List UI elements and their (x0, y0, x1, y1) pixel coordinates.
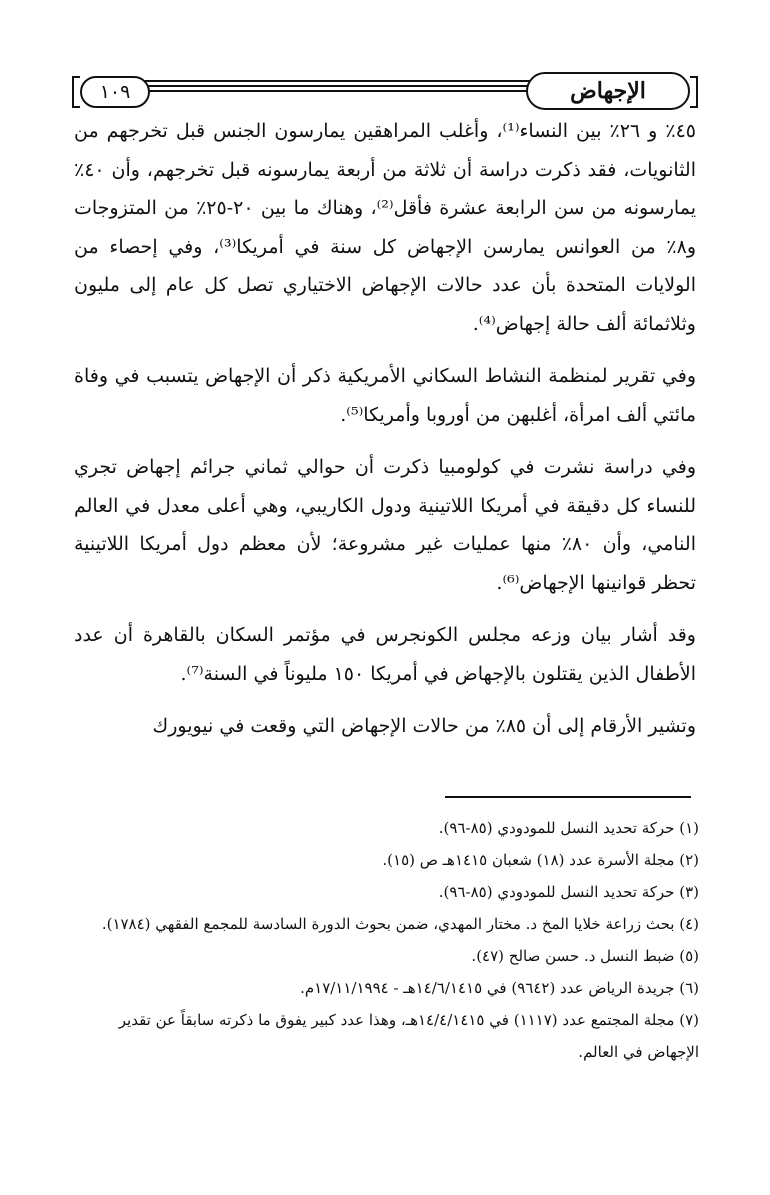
footnote: (٦) جريدة الرياض عدد (٩٦٤٢) في ١٤/٦/١٤١٥هـ - ١٧/١١/١٩٩٤م. (300, 979, 699, 997)
footnote: (٧) مجلة المجتمع عدد (١١١٧) في ١٤/٤/١٤١٥هـ، وهذا عدد كبير يفوق ما ذكرته سابقاً عن تقدير الإجهاض في العالم. (118, 1011, 699, 1061)
header-rule-middle (144, 85, 540, 87)
footnotes (74, 812, 699, 1068)
page-number: ١٠٩ (99, 81, 131, 103)
paragraph: ٤٥٪ و ٢٦٪ بين النساء⁽¹⁾، وأغلب المراهقين يمارسون الجنس قبل تخرجهم من الثانويات، فقد ذكرت دراسة أن ثلاثة من أربعة يمارسونه قبل تخرجهم، وأن ٤٠٪ يمارسونه من سن الرابعة عشرة فأقل⁽²⁾، وهناك ما بين ٢٠-٢٥٪ من المتزوجات و٨٪ من العوانس يمارسن الإجهاض كل سنة في أمريكا⁽³⁾، وفي إحصاء من الولايات المتحدة بأن عدد حالات الإجهاض الاختياري تصل كل عام إلى مليون وثلاثمائة ألف حالة إجهاض⁽⁴⁾. (74, 120, 696, 335)
header-rule-top (144, 80, 540, 82)
header-bracket-right (690, 76, 698, 108)
header-bracket-left (72, 76, 80, 108)
paragraph: وتشير الأرقام إلى أن ٨٥٪ من حالات الإجهاض التي وقعت في نيويورك (152, 715, 696, 737)
footnote: (٣) حركة تحديد النسل للمودودي (٨٥-٩٦). (438, 883, 699, 901)
paragraph: وفي دراسة نشرت في كولومبيا ذكرت أن حوالي ثماني جرائم إجهاض تجري للنساء كل دقيقة في أمريكا اللاتينية ودول الكاريبي، وهي أعلى معدل في العالم النامي، وأن ٨٠٪ منها عمليات غير مشروعة؛ لأن معظم دول أمريكا اللاتينية تحظر قوانينها الإجهاض⁽⁶⁾. (74, 456, 696, 594)
footnote: (١) حركة تحديد النسل للمودودي (٨٥-٩٦). (438, 819, 699, 837)
header-rule-bottom (144, 90, 540, 92)
paragraph: وقد أشار بيان وزعه مجلس الكونجرس في مؤتمر السكان بالقاهرة أن عدد الأطفال الذين يقتلون بالإجهاض في أمريكا ١٥٠ مليوناً في السنة⁽⁷⁾. (74, 624, 696, 685)
body-text (74, 112, 696, 760)
footnote-separator (445, 796, 691, 798)
chapter-title: الإجهاض (570, 78, 646, 104)
paragraph: وفي تقرير لمنظمة النشاط السكاني الأمريكية ذكر أن الإجهاض يتسبب في وفاة مائتي ألف امرأة، أغلبهن من أوروبا وأمريكا⁽⁵⁾. (74, 365, 696, 426)
chapter-title-frame (526, 72, 690, 110)
page-header (70, 62, 700, 114)
footnote: (٢) مجلة الأسرة عدد (١٨) شعبان ١٤١٥هـ ص (١٥). (382, 851, 699, 869)
footnote: (٥) ضبط النسل د. حسن صالح (٤٧). (471, 947, 699, 965)
footnote: (٤) بحث زراعة خلايا المخ د. مختار المهدي، ضمن بحوث الدورة السادسة للمجمع الفقهي (١٧٨٤). (101, 915, 699, 933)
page-number-frame (80, 76, 150, 108)
